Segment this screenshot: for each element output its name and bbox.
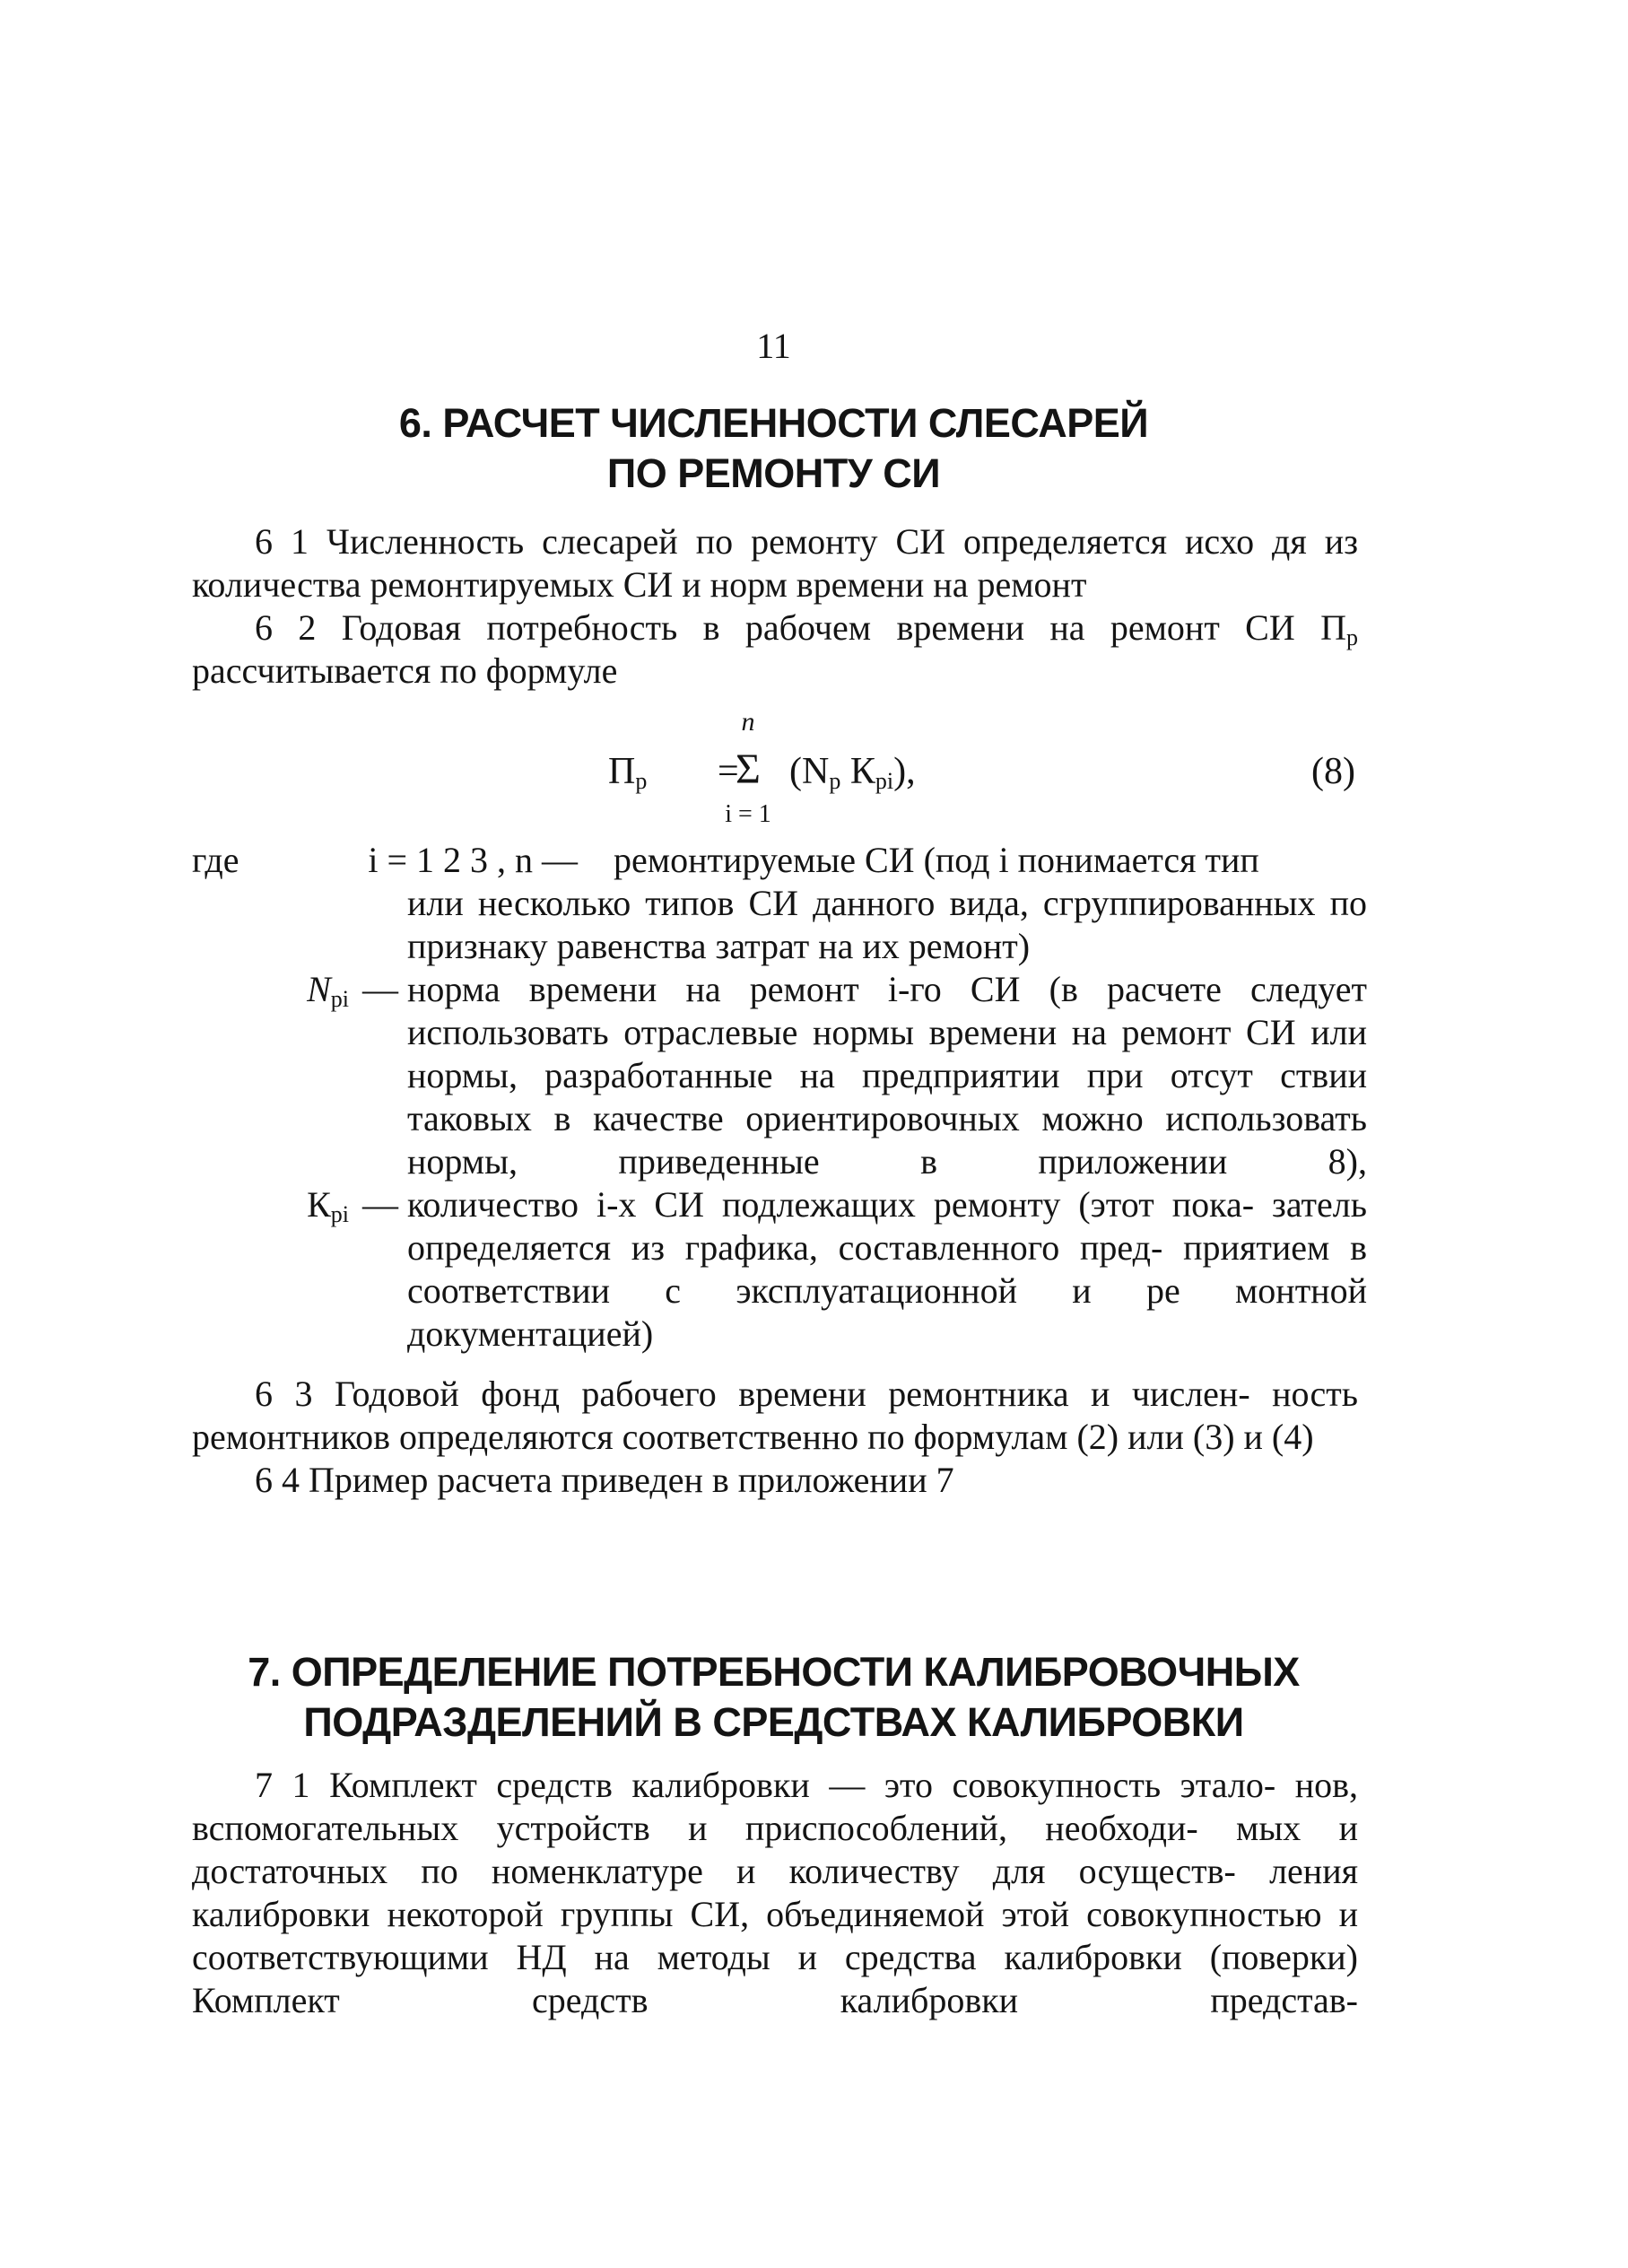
- symbol-pr-sub: р: [1346, 624, 1359, 650]
- formula-rhs-open: (N: [789, 751, 830, 792]
- definition-npi-letter: N: [307, 969, 331, 1009]
- paragraph-7-1: [192, 1764, 1358, 2022]
- definition-npi-sub: рi: [330, 986, 349, 1012]
- definition-npi: [192, 968, 1367, 1183]
- definition-kpi-symbol: [192, 1183, 349, 1226]
- formula-lhs: [608, 750, 647, 793]
- formula-8: [538, 707, 1435, 833]
- page-number: 11: [756, 326, 791, 366]
- paragraph-6-3-6-4: [192, 1373, 1358, 1502]
- definitions-list: [192, 839, 1367, 1356]
- paragraph-7-1-text: 7 1 Комплект средств калибровки — это совокупность этало- нов, вспомогательных устройств и приспособлений, необходи- мых и достаточных по номенклатуре и количеству для осуществ- ления калибровки некоторой группы СИ, объединяемой этой совокупностью и соответствующими НД на методы и средства калибровки (поверки) Комплект средств калибровки представ-: [192, 1765, 1358, 2020]
- definition-kpi-text: количество i-х СИ подлежащих ремонту (этот пока- затель определяется из графика, составленного пред- приятием в соответствии с эксплуатационной и ре монтной документацией): [407, 1184, 1367, 1354]
- section-7-heading: [0, 1647, 1547, 1748]
- formula-rhs-close: ),: [893, 751, 916, 792]
- formula-number: (8): [1311, 751, 1355, 792]
- definition-i-symbol: i = 1 2 3 , n —: [368, 840, 578, 880]
- section-7-heading-line-1: 7. ОПРЕДЕЛЕНИЕ ПОТРЕБНОСТИ КАЛИБРОВОЧНЫХ: [248, 1649, 1300, 1695]
- section-6-heading-line-1: 6. РАСЧЕТ ЧИСЛЕННОСТИ СЛЕСАРЕЙ: [398, 400, 1149, 446]
- paragraph-6-2-end: рассчитывается по формуле: [192, 650, 618, 691]
- definition-kpi-dash: —: [362, 1184, 398, 1225]
- definition-npi-dash: —: [362, 969, 398, 1009]
- definition-npi-symbol: [192, 968, 349, 1011]
- formula-rhs-sub1: р: [829, 768, 841, 794]
- section-6-heading: [0, 398, 1547, 499]
- paragraph-6-3: 6 3 Годовой фонд рабочего времени ремонтника и числен- ность ремонтников определяются соответственно по формулам (2) или (3) и (4): [192, 1374, 1358, 1457]
- definition-kpi-letter: К: [307, 1184, 331, 1225]
- paragraph-6-1: [192, 520, 1358, 606]
- formula-sigma-lower: i = 1: [725, 800, 771, 828]
- definition-i-text-a: ремонтируемые СИ (под i понимается тип: [614, 840, 1259, 880]
- paragraph-6-2-text: [192, 606, 1358, 693]
- formula-lhs-symbol: П: [608, 751, 636, 792]
- formula-rhs-mid: К: [840, 751, 875, 792]
- symbol-pr: П: [1320, 607, 1347, 648]
- section-7-heading-line-2: ПОДРАЗДЕЛЕНИЙ В СРЕДСТВАХ КАЛИБРОВКИ: [303, 1699, 1244, 1745]
- definitions-where: где: [192, 840, 239, 880]
- definition-i: [192, 839, 1367, 968]
- formula-rhs: [789, 750, 916, 793]
- formula-lhs-sub: р: [635, 768, 648, 794]
- formula-sigma: Σ: [736, 746, 761, 793]
- paragraph-6-4: 6 4 Пример расчета приведен в приложении 7: [255, 1460, 954, 1500]
- paragraph-6-2: [192, 606, 1358, 693]
- definition-kpi: [192, 1183, 1367, 1356]
- paragraph-6-2-lead: 6 2 Годовая потребность в рабочем времени на ремонт СИ: [255, 607, 1295, 648]
- formula-equals: =: [718, 751, 739, 792]
- formula-sigma-upper: n: [741, 707, 755, 737]
- definition-i-text-b: или несколько типов СИ данного вида, сгруппированных по признаку равенства затрат на их ремонт): [407, 883, 1367, 966]
- section-6-heading-line-2: ПО РЕМОНТУ СИ: [606, 450, 941, 496]
- formula-rhs-sub2: рi: [875, 768, 894, 794]
- paragraph-6-1-text: 6 1 Численность слесарей по ремонту СИ определяется исхо дя из количества ремонтируемых СИ и норм времени на ремонт: [192, 521, 1358, 605]
- definition-npi-text: норма времени на ремонт i-го СИ (в расчете следует использовать отраслевые нормы времени на ремонт СИ или нормы, разработанные на предприятии при отсут ствии таковых в качестве ориентировочных можно использовать нормы, приведенные в приложении 8),: [407, 969, 1367, 1182]
- definition-kpi-sub: рi: [330, 1201, 349, 1227]
